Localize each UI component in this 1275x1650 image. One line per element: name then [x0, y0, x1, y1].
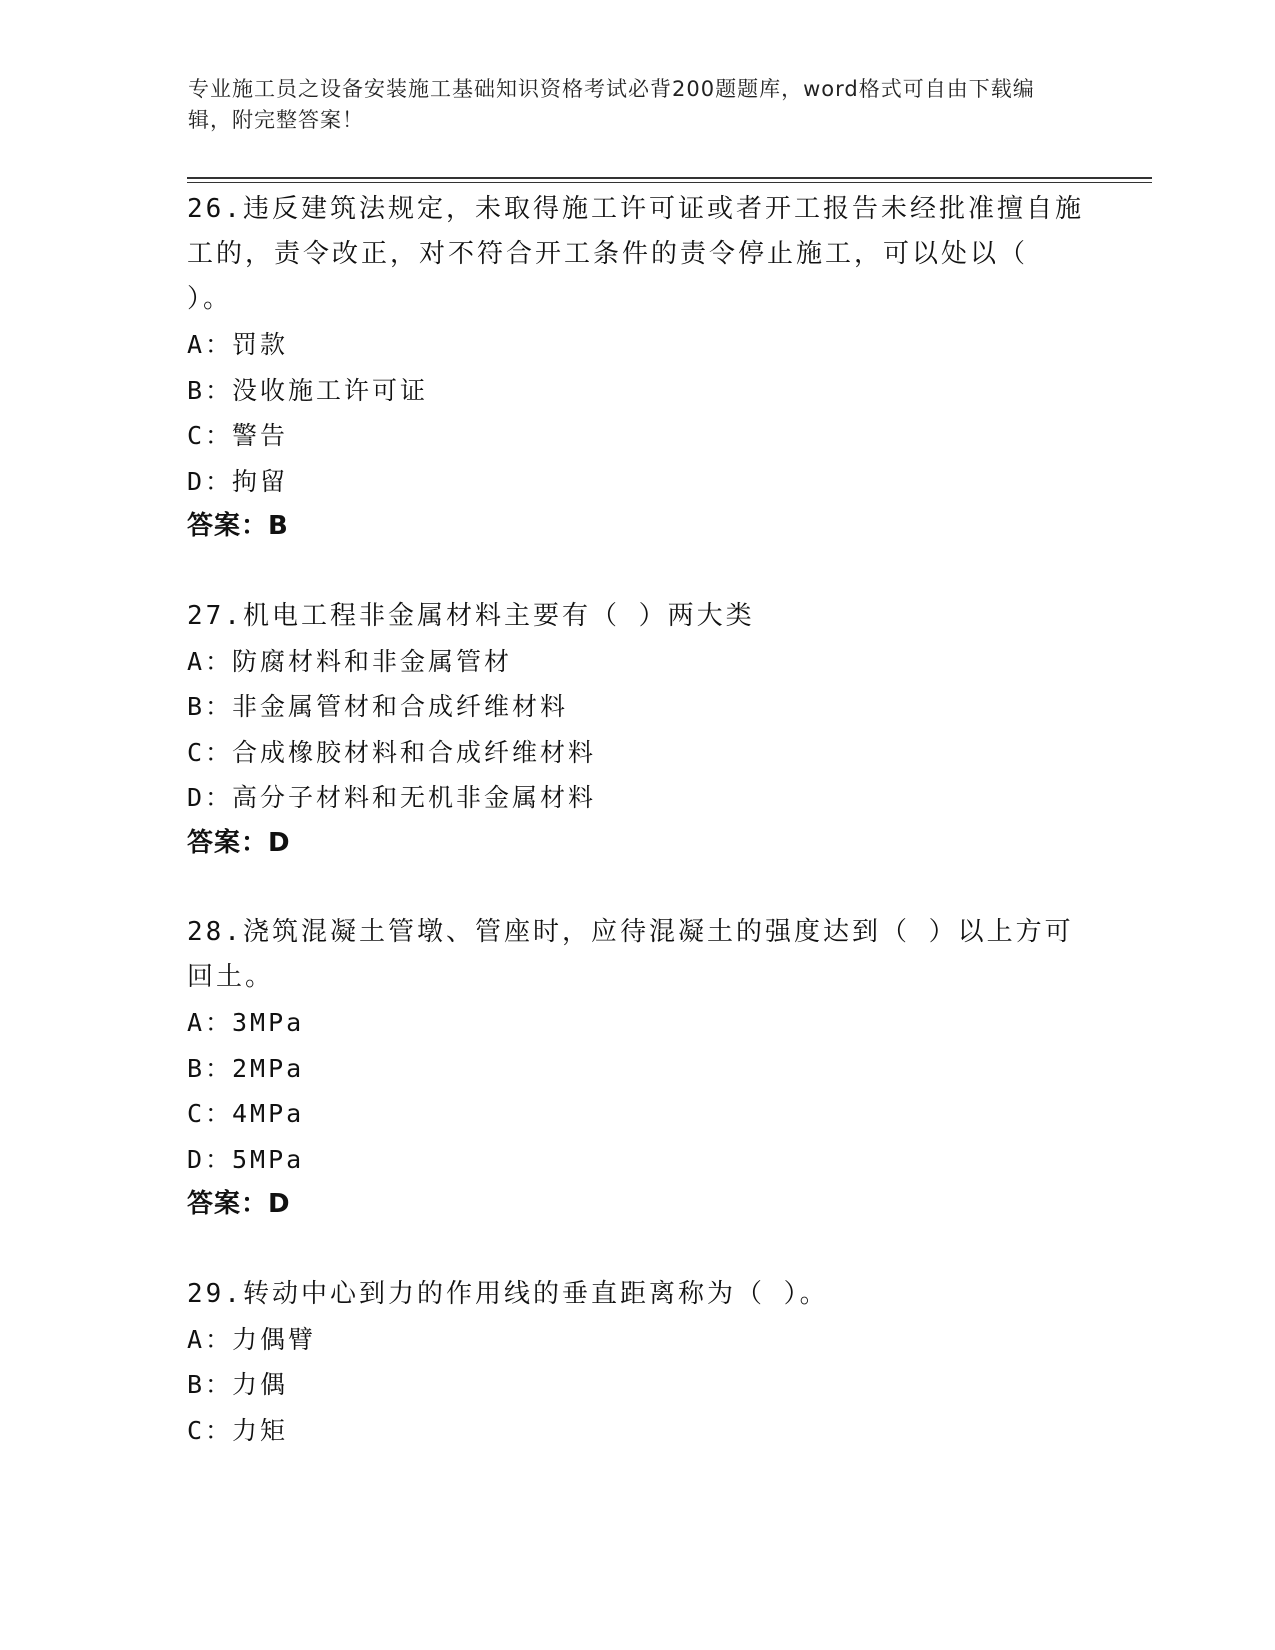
document-header: 专业施工员之设备安装施工基础知识资格考试必背200题题库，word格式可自由下载编辑，附完整答案！: [188, 77, 1035, 132]
option-key: A：: [187, 1324, 234, 1354]
option-c: [187, 1408, 1087, 1454]
option-c: [187, 1091, 1087, 1137]
option-key: D：: [187, 1144, 234, 1174]
option-key: A：: [187, 646, 234, 676]
option-a: [187, 639, 1087, 685]
option-key: C：: [187, 421, 234, 450]
option-text: 防腐材料和非金属管材: [232, 646, 513, 676]
option-text: 警告: [232, 421, 289, 450]
option-text: 没收施工许可证: [232, 375, 429, 405]
option-key: B：: [187, 692, 234, 721]
question-27: [187, 594, 1087, 867]
header-divider-thin: [187, 182, 1152, 183]
header-divider-thick: [187, 177, 1152, 179]
option-d: [187, 1137, 1087, 1183]
question-29: [187, 1272, 1087, 1454]
question-stem: 26.违反建筑法规定，未取得施工许可证或者开工报告未经批准擅自施工的，责令改正，对不符合开工条件的责令停止施工，可以处以（ ）。: [187, 194, 1084, 314]
option-key: C：: [187, 737, 234, 767]
option-text: 4MPa: [232, 1099, 305, 1128]
option-text: 力偶臂: [232, 1324, 317, 1354]
option-b: [187, 1362, 1087, 1408]
option-text: 非金属管材和合成纤维材料: [232, 692, 569, 721]
answer-line: 答案：B: [187, 511, 289, 541]
option-a: [187, 1000, 1087, 1046]
option-a: [187, 1317, 1087, 1363]
answer-line: 答案：D: [187, 827, 291, 858]
option-a: [187, 322, 1087, 368]
option-key: C：: [187, 1415, 234, 1445]
option-key: C：: [187, 1099, 234, 1128]
question-stem: 28.浇筑混凝土管墩、管座时，应待混凝土的强度达到（ ）以上方可回土。: [187, 917, 1074, 992]
option-c: [187, 413, 1087, 459]
option-text: 合成橡胶材料和合成纤维材料: [232, 737, 597, 767]
question-26: [187, 187, 1087, 550]
option-key: A：: [187, 330, 234, 359]
option-text: 罚款: [232, 330, 289, 359]
question-28: [187, 910, 1087, 1228]
option-d: [187, 775, 1087, 821]
option-key: B：: [187, 1053, 234, 1083]
option-key: B：: [187, 1370, 234, 1399]
option-key: D：: [187, 466, 234, 496]
option-d: [187, 459, 1087, 505]
option-b: [187, 1046, 1087, 1092]
option-key: B：: [187, 375, 234, 405]
option-text: 力矩: [232, 1415, 289, 1445]
option-text: 2MPa: [232, 1053, 305, 1083]
question-stem: 27.机电工程非金属材料主要有（ ）两大类: [187, 600, 755, 631]
option-text: 力偶: [232, 1370, 289, 1399]
option-key: A：: [187, 1008, 234, 1037]
question-list: [187, 187, 1087, 1497]
answer-line: 答案：D: [187, 1189, 291, 1219]
option-text: 高分子材料和无机非金属材料: [232, 783, 597, 812]
option-text: 3MPa: [232, 1008, 305, 1037]
option-b: [187, 684, 1087, 730]
option-b: [187, 368, 1087, 414]
question-stem: 29.转动中心到力的作用线的垂直距离称为（ ）。: [187, 1278, 829, 1309]
option-key: D：: [187, 783, 234, 812]
option-c: [187, 730, 1087, 776]
option-text: 5MPa: [232, 1144, 305, 1174]
option-text: 拘留: [232, 466, 289, 496]
